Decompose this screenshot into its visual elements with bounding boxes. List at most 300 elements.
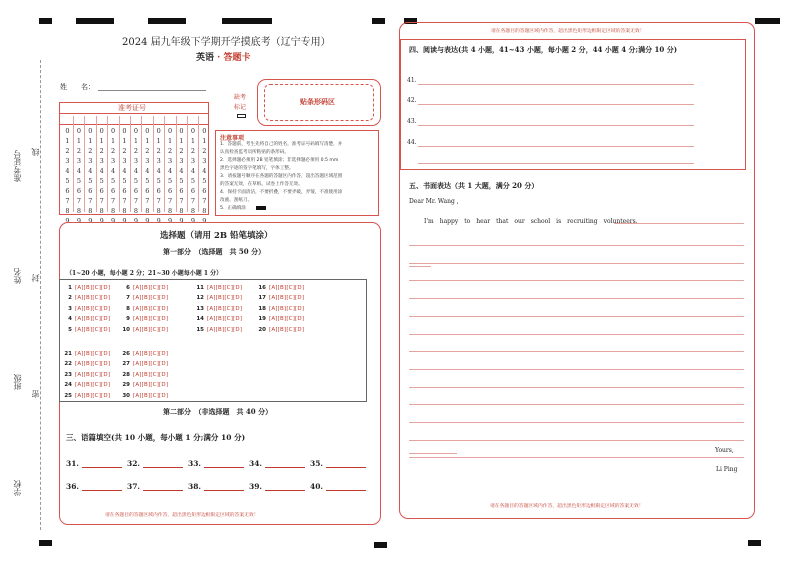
answer-options[interactable]: [A][B][C][D]: [207, 326, 243, 333]
question-bubble-row[interactable]: [120, 304, 168, 314]
exam-id-separator: [96, 116, 97, 212]
cloze-number: 35.: [310, 459, 324, 468]
exam-id-digit[interactable]: 6: [99, 187, 104, 195]
question-bubble-row[interactable]: [62, 359, 110, 369]
exam-id-digit[interactable]: 5: [145, 177, 150, 185]
absent-label: 标记: [234, 104, 247, 111]
answer-options[interactable]: [A][B][C][D]: [75, 295, 111, 302]
section5-heading: 五、书面表达（共 1 大题，满分 20 分）: [409, 181, 539, 190]
question-bubble-row[interactable]: [62, 325, 110, 335]
exam-id-digit[interactable]: 9: [122, 217, 127, 225]
question-number: 3: [68, 305, 72, 312]
exam-id-digit[interactable]: 4: [133, 167, 138, 175]
exam-id-digit[interactable]: 6: [145, 187, 150, 195]
exam-id-digit[interactable]: 7: [65, 197, 70, 205]
question-number: 29: [122, 382, 130, 389]
answer-options[interactable]: [A][B][C][D]: [133, 326, 169, 333]
cloze-answer-line[interactable]: [143, 460, 183, 468]
timing-mark: [148, 18, 186, 24]
notice-line: 4．保持卡面清洁，不要折叠，不要弄破，弄皱，不准使用涂: [220, 190, 343, 195]
exam-id-digit[interactable]: 8: [168, 207, 173, 215]
notice-title: 注意事项: [220, 135, 245, 142]
cloze-item[interactable]: [188, 459, 244, 468]
exam-id-digit[interactable]: 1: [156, 137, 161, 145]
question-44-label: 44.: [407, 139, 417, 146]
writing-line[interactable]: [409, 263, 744, 264]
answer-options[interactable]: [A][B][C][D]: [133, 382, 169, 389]
question-bubble-row[interactable]: [256, 314, 304, 324]
name-label: 姓 名：: [60, 83, 95, 91]
exam-id-digit[interactable]: 4: [111, 167, 116, 175]
exam-id-digit[interactable]: 9: [179, 217, 184, 225]
letter-signature: Li Ping: [716, 466, 738, 473]
question-bubble-row[interactable]: [62, 283, 110, 293]
exam-id-digit[interactable]: 2: [145, 147, 150, 155]
question-bubble-row[interactable]: [256, 325, 304, 335]
answer-options[interactable]: [A][B][C][D]: [269, 305, 305, 312]
question-number: 6: [126, 285, 130, 291]
answer-options[interactable]: [A][B][C][D]: [133, 285, 169, 291]
question-bubble-row[interactable]: [62, 314, 110, 324]
question-bubble-row[interactable]: [256, 293, 304, 303]
cloze-answer-line[interactable]: [204, 460, 244, 468]
question-41-label: 41.: [407, 77, 417, 84]
exam-id-digit[interactable]: 5: [65, 177, 70, 185]
exam-id-digit[interactable]: 8: [99, 207, 104, 215]
writing-line-short[interactable]: [409, 266, 431, 267]
exam-id-digit[interactable]: 5: [76, 177, 81, 185]
exam-id-digit[interactable]: 2: [88, 147, 93, 155]
exam-id-digit[interactable]: 4: [99, 167, 104, 175]
question-bubble-row[interactable]: [194, 293, 242, 303]
writing-line[interactable]: [409, 334, 744, 335]
exam-id-digit[interactable]: 9: [88, 217, 93, 225]
exam-id-digit[interactable]: 2: [156, 147, 161, 155]
exam-id-digit[interactable]: 7: [156, 197, 161, 205]
exam-id-digit[interactable]: 0: [99, 127, 104, 135]
exam-id-digit[interactable]: 4: [88, 167, 93, 175]
writing-line[interactable]: [409, 457, 744, 458]
answer-options[interactable]: [A][B][C][D]: [75, 326, 111, 333]
exam-id-digit[interactable]: 4: [145, 167, 150, 175]
answer-line-43[interactable]: [418, 125, 694, 126]
exam-id-digit[interactable]: 9: [99, 217, 104, 225]
exam-id-digit[interactable]: 8: [133, 207, 138, 215]
exam-id-digit[interactable]: 6: [88, 187, 93, 195]
answer-options[interactable]: [A][B][C][D]: [75, 392, 111, 399]
exam-id-column[interactable]: [74, 126, 83, 226]
answer-options[interactable]: [A][B][C][D]: [75, 316, 111, 323]
exam-id-digit[interactable]: 9: [133, 217, 138, 225]
answer-options[interactable]: [A][B][C][D]: [207, 285, 243, 291]
exam-id-digit[interactable]: 3: [99, 157, 104, 165]
question-bubble-row[interactable]: [62, 391, 110, 401]
question-bubble-row[interactable]: [120, 314, 168, 324]
question-bubble-row[interactable]: [62, 293, 110, 303]
question-number: 13: [196, 305, 204, 312]
exam-id-digit[interactable]: 0: [190, 127, 195, 135]
answer-line-44b[interactable]: [418, 163, 694, 164]
exam-id-column[interactable]: [131, 126, 140, 226]
exam-id-digit[interactable]: 5: [122, 177, 127, 185]
answer-options[interactable]: [A][B][C][D]: [207, 316, 243, 323]
exam-id-digit[interactable]: 0: [76, 127, 81, 135]
writing-line[interactable]: [409, 245, 744, 246]
page-title: 2024 届九年级下学期开学摸底考（辽宁专用）: [122, 37, 331, 48]
exam-id-digit[interactable]: 4: [156, 167, 161, 175]
question-bubble-row[interactable]: [256, 304, 304, 314]
exam-id-digit[interactable]: 1: [88, 137, 93, 145]
exam-id-digit[interactable]: 1: [99, 137, 104, 145]
exam-id-digit[interactable]: 8: [122, 207, 127, 215]
margin-label-seal: 封: [31, 274, 40, 282]
exam-id-digit[interactable]: 4: [202, 167, 207, 175]
exam-id-digit[interactable]: 5: [156, 177, 161, 185]
exam-id-digit[interactable]: 9: [156, 217, 161, 225]
writing-line[interactable]: [409, 404, 744, 405]
writing-line[interactable]: [409, 440, 744, 441]
cloze-answer-line[interactable]: [265, 483, 305, 491]
exam-id-digit[interactable]: 6: [133, 187, 138, 195]
exam-id-digit[interactable]: 0: [202, 127, 207, 135]
writing-line[interactable]: [409, 387, 744, 388]
question-bubble-row[interactable]: [62, 304, 110, 314]
exam-id-digit[interactable]: 2: [190, 147, 195, 155]
writing-line[interactable]: [409, 369, 744, 370]
exam-id-digit[interactable]: 5: [111, 177, 116, 185]
question-bubble-row[interactable]: [194, 314, 242, 324]
exam-id-digit[interactable]: 7: [122, 197, 127, 205]
answer-options[interactable]: [A][B][C][D]: [75, 382, 111, 389]
exam-id-column[interactable]: [97, 126, 106, 226]
exam-id-digit[interactable]: 6: [111, 187, 116, 195]
exam-id-digit[interactable]: 8: [145, 207, 150, 215]
question-number: 5: [68, 326, 72, 333]
exam-id-digit[interactable]: 0: [122, 127, 127, 135]
footer-warning-left: 请在各题目的答题区域内作答，超出黑色矩形边框限定区域的答案无效！: [105, 513, 259, 518]
exam-id-digit[interactable]: 2: [133, 147, 138, 155]
notice-line: 3．请按题号顺序在各题的答题区内作答，超出答题区域范围: [220, 174, 343, 179]
exam-id-digit[interactable]: 9: [65, 217, 70, 225]
exam-id-digit[interactable]: 6: [179, 187, 184, 195]
cloze-number: 38.: [188, 482, 202, 491]
margin-label-class: 班级: [13, 374, 22, 390]
question-bubble-row[interactable]: [256, 283, 304, 293]
exam-id-digit[interactable]: 3: [179, 157, 184, 165]
exam-id-digit[interactable]: 0: [65, 127, 70, 135]
exam-id-digit[interactable]: 9: [76, 217, 81, 225]
exam-id-digit[interactable]: 5: [99, 177, 104, 185]
exam-id-digit[interactable]: 2: [168, 147, 173, 155]
answer-options[interactable]: [A][B][C][D]: [133, 295, 169, 302]
writing-line[interactable]: [614, 223, 744, 224]
exam-id-digit[interactable]: 1: [133, 137, 138, 145]
exam-id-digit[interactable]: 2: [122, 147, 127, 155]
writing-line[interactable]: [409, 280, 744, 281]
answer-line-41[interactable]: [418, 84, 694, 85]
answer-options[interactable]: [A][B][C][D]: [269, 285, 305, 291]
question-bubble-row[interactable]: [120, 293, 168, 303]
exam-id-digit[interactable]: 3: [156, 157, 161, 165]
timing-mark: [374, 542, 387, 548]
name-field[interactable]: [98, 90, 206, 91]
exam-id-digit[interactable]: 8: [65, 207, 70, 215]
exam-id-column[interactable]: [177, 126, 186, 226]
exam-id-digit[interactable]: 7: [190, 197, 195, 205]
exam-id-digit[interactable]: 1: [179, 137, 184, 145]
exam-id-column[interactable]: [188, 126, 197, 226]
exam-id-digit[interactable]: 9: [111, 217, 116, 225]
exam-id-digit[interactable]: 8: [88, 207, 93, 215]
answer-options[interactable]: [A][B][C][D]: [133, 305, 169, 312]
exam-id-digit[interactable]: 3: [133, 157, 138, 165]
question-bubble-row[interactable]: [120, 359, 168, 369]
exam-id-digit[interactable]: 1: [122, 137, 127, 145]
exam-id-digit[interactable]: 6: [65, 187, 70, 195]
timing-mark: [372, 18, 385, 24]
exam-id-digit[interactable]: 6: [190, 187, 195, 195]
exam-id-digit[interactable]: 6: [168, 187, 173, 195]
exam-id-digit[interactable]: 2: [65, 147, 70, 155]
exam-id-digit[interactable]: 6: [76, 187, 81, 195]
answer-options[interactable]: [A][B][C][D]: [269, 316, 305, 323]
letter-greeting: Dear Mr. Wang ,: [409, 198, 459, 205]
question-number: 27: [122, 361, 130, 368]
exam-id-digit[interactable]: 5: [190, 177, 195, 185]
question-bubble-row[interactable]: [120, 370, 168, 380]
footer-warning-right: 请在各题目的答题区域内作答，超出黑色矩形边框限定区域的答案无效！: [490, 504, 644, 509]
cloze-answer-line[interactable]: [204, 483, 244, 491]
exam-id-digit[interactable]: 1: [145, 137, 150, 145]
exam-id-digit[interactable]: 5: [88, 177, 93, 185]
exam-id-digit[interactable]: 2: [99, 147, 104, 155]
exam-id-column[interactable]: [166, 126, 175, 226]
question-number: 14: [196, 316, 204, 323]
answer-options[interactable]: [A][B][C][D]: [133, 351, 169, 357]
cloze-answer-line[interactable]: [265, 460, 305, 468]
exam-id-digit[interactable]: 9: [145, 217, 150, 225]
question-bubble-row[interactable]: [194, 304, 242, 314]
exam-id-separator: [153, 116, 154, 212]
cloze-answer-line[interactable]: [143, 483, 183, 491]
exam-id-column[interactable]: [200, 126, 209, 226]
margin-label-secret: 密: [31, 390, 40, 398]
exam-id-digit[interactable]: 1: [168, 137, 173, 145]
question-number: 11: [196, 285, 204, 291]
exam-id-digit[interactable]: 3: [111, 157, 116, 165]
exam-id-digit[interactable]: 1: [202, 137, 207, 145]
part2-title: 第二部分 （非选择题 共 40 分）: [163, 407, 273, 416]
question-bubble-row[interactable]: [194, 325, 242, 335]
exam-id-digit[interactable]: 6: [122, 187, 127, 195]
exam-id-digit[interactable]: 7: [111, 197, 116, 205]
exam-id-digit[interactable]: 3: [145, 157, 150, 165]
exam-id-digit[interactable]: 3: [76, 157, 81, 165]
question-bubble-row[interactable]: [120, 349, 168, 359]
question-number: 12: [196, 295, 204, 302]
answer-options[interactable]: [A][B][C][D]: [133, 361, 169, 368]
exam-id-digit[interactable]: 0: [179, 127, 184, 135]
cloze-item[interactable]: [188, 482, 244, 491]
notice-line: 2．选择题必须用 2B 铅笔填涂；非选择题必须用 0.5 mm: [220, 158, 339, 163]
exam-id-digit[interactable]: 1: [190, 137, 195, 145]
answer-options[interactable]: [A][B][C][D]: [207, 295, 243, 302]
notice-line: 改液、刮纸刀。: [220, 198, 253, 203]
exam-id-digit[interactable]: 7: [88, 197, 93, 205]
subject-label: 英语: [196, 53, 215, 63]
exam-id-digit[interactable]: 8: [202, 207, 207, 215]
exam-id-digit[interactable]: 4: [190, 167, 195, 175]
exam-id-digit[interactable]: 2: [179, 147, 184, 155]
exam-id-digit[interactable]: 4: [179, 167, 184, 175]
exam-id-column[interactable]: [63, 126, 72, 226]
exam-id-digit[interactable]: 2: [202, 147, 207, 155]
answer-options[interactable]: [A][B][C][D]: [75, 361, 111, 368]
question-bubble-row[interactable]: [62, 349, 110, 359]
exam-id-digit[interactable]: 5: [133, 177, 138, 185]
writing-line[interactable]: [409, 298, 744, 299]
timing-mark: [39, 18, 52, 24]
cloze-item[interactable]: [249, 459, 305, 468]
answer-options[interactable]: [A][B][C][D]: [269, 326, 305, 333]
binding-dashed-line: [40, 60, 41, 530]
question-number: 30: [122, 392, 130, 399]
exam-id-digit[interactable]: 5: [202, 177, 207, 185]
exam-id-digit[interactable]: 8: [179, 207, 184, 215]
exam-id-digit[interactable]: 3: [122, 157, 127, 165]
answer-options[interactable]: [A][B][C][D]: [133, 392, 169, 399]
writing-line[interactable]: [409, 351, 744, 352]
exam-id-digit[interactable]: 7: [99, 197, 104, 205]
exam-id-digit[interactable]: 0: [168, 127, 173, 135]
exam-id-digit[interactable]: 5: [179, 177, 184, 185]
answer-options[interactable]: [A][B][C][D]: [75, 371, 111, 378]
answer-options[interactable]: [A][B][C][D]: [269, 295, 305, 302]
answer-options[interactable]: [A][B][C][D]: [133, 316, 169, 323]
cloze-number: 31.: [66, 459, 80, 468]
question-number: 1: [68, 285, 72, 291]
cloze-item[interactable]: [310, 482, 366, 491]
question-number: 10: [122, 326, 130, 333]
writing-line-short[interactable]: [409, 453, 457, 454]
exam-id-digit[interactable]: 1: [76, 137, 81, 145]
exam-id-digit[interactable]: 7: [133, 197, 138, 205]
cloze-answer-line[interactable]: [82, 460, 122, 468]
exam-id-digit[interactable]: 0: [133, 127, 138, 135]
question-bubble-row[interactable]: [120, 380, 168, 390]
exam-id-digit[interactable]: 4: [168, 167, 173, 175]
exam-id-digit[interactable]: 9: [168, 217, 173, 225]
exam-id-digit[interactable]: 3: [88, 157, 93, 165]
writing-line[interactable]: [409, 316, 744, 317]
exam-id-digit[interactable]: 7: [168, 197, 173, 205]
answer-options[interactable]: [A][B][C][D]: [75, 305, 111, 312]
exam-id-digit[interactable]: 6: [202, 187, 207, 195]
exam-id-digit[interactable]: 6: [156, 187, 161, 195]
exam-id-digit[interactable]: 2: [111, 147, 116, 155]
notice-line: 认真检查监考员所粘贴的条形码。: [220, 150, 289, 155]
exam-id-digit[interactable]: 8: [76, 207, 81, 215]
exam-id-column[interactable]: [143, 126, 152, 226]
cloze-item[interactable]: [249, 482, 305, 491]
section3-heading: 三、语篇填空(共 10 小题，每小题 1 分;满分 10 分): [66, 433, 246, 442]
question-number: 24: [64, 382, 72, 389]
cloze-item[interactable]: [310, 459, 366, 468]
absent-checkbox[interactable]: [237, 114, 246, 118]
exam-id-digit[interactable]: 3: [190, 157, 195, 165]
exam-id-column[interactable]: [154, 126, 163, 226]
answer-line-42[interactable]: [418, 104, 694, 105]
answer-options[interactable]: [A][B][C][D]: [75, 285, 111, 291]
cloze-item[interactable]: [127, 459, 183, 468]
exam-id-digit[interactable]: 1: [65, 137, 70, 145]
cloze-item[interactable]: [66, 459, 122, 468]
exam-id-digit[interactable]: 7: [202, 197, 207, 205]
exam-id-digit[interactable]: 4: [65, 167, 70, 175]
cloze-number: 40.: [310, 482, 324, 491]
exam-id-digit[interactable]: 7: [145, 197, 150, 205]
exam-id-digit[interactable]: 0: [145, 127, 150, 135]
exam-id-digit[interactable]: 7: [76, 197, 81, 205]
exam-id-digit[interactable]: 3: [168, 157, 173, 165]
exam-id-column[interactable]: [109, 126, 118, 226]
exam-id-column[interactable]: [120, 126, 129, 226]
exam-id-column[interactable]: [86, 126, 95, 226]
question-bubble-row[interactable]: [62, 370, 110, 380]
exam-id-digit[interactable]: 8: [156, 207, 161, 215]
exam-id-digit[interactable]: 8: [190, 207, 195, 215]
exam-id-digit[interactable]: 7: [179, 197, 184, 205]
exam-id-digit[interactable]: 5: [168, 177, 173, 185]
letter-opening: I'm happy to hear that our school is recruiting volunteers.: [424, 218, 638, 225]
exam-id-digit[interactable]: 0: [111, 127, 116, 135]
exam-id-digit[interactable]: 0: [88, 127, 93, 135]
notice-line: 1．答题前，考生先将自己的姓名，准考证号码填写清楚，并: [220, 142, 343, 147]
exam-id-digit[interactable]: 1: [111, 137, 116, 145]
exam-id-digit[interactable]: 3: [65, 157, 70, 165]
exam-id-digit[interactable]: 0: [156, 127, 161, 135]
cloze-answer-line[interactable]: [326, 460, 366, 468]
question-bubble-row[interactable]: [120, 283, 168, 293]
question-bubble-row[interactable]: [194, 283, 242, 293]
page-subtitle: [196, 50, 250, 63]
exam-id-digit[interactable]: 3: [202, 157, 207, 165]
exam-id-digit[interactable]: 9: [190, 217, 195, 225]
cloze-item[interactable]: [66, 482, 122, 491]
exam-id-digit[interactable]: 9: [202, 217, 207, 225]
answer-options[interactable]: [A][B][C][D]: [207, 305, 243, 312]
question-number: 17: [258, 295, 266, 302]
exam-id-digit[interactable]: 4: [76, 167, 81, 175]
question-bubble-row[interactable]: [62, 380, 110, 390]
question-number: 22: [64, 361, 72, 368]
answer-line-44a[interactable]: [418, 146, 694, 147]
question-bubble-row[interactable]: [120, 391, 168, 401]
exam-id-digit[interactable]: 4: [122, 167, 127, 175]
question-number: 18: [258, 305, 266, 312]
exam-id-digit[interactable]: 2: [76, 147, 81, 155]
answer-options[interactable]: [A][B][C][D]: [75, 351, 111, 357]
timing-mark: [222, 18, 272, 24]
cloze-answer-line[interactable]: [326, 483, 366, 491]
exam-id-digit[interactable]: 8: [111, 207, 116, 215]
writing-line[interactable]: [409, 422, 744, 423]
question-bubble-row[interactable]: [120, 325, 168, 335]
cloze-answer-line[interactable]: [82, 483, 122, 491]
exam-id-separator: [176, 116, 177, 212]
answer-options[interactable]: [A][B][C][D]: [133, 371, 169, 378]
cloze-item[interactable]: [127, 482, 183, 491]
